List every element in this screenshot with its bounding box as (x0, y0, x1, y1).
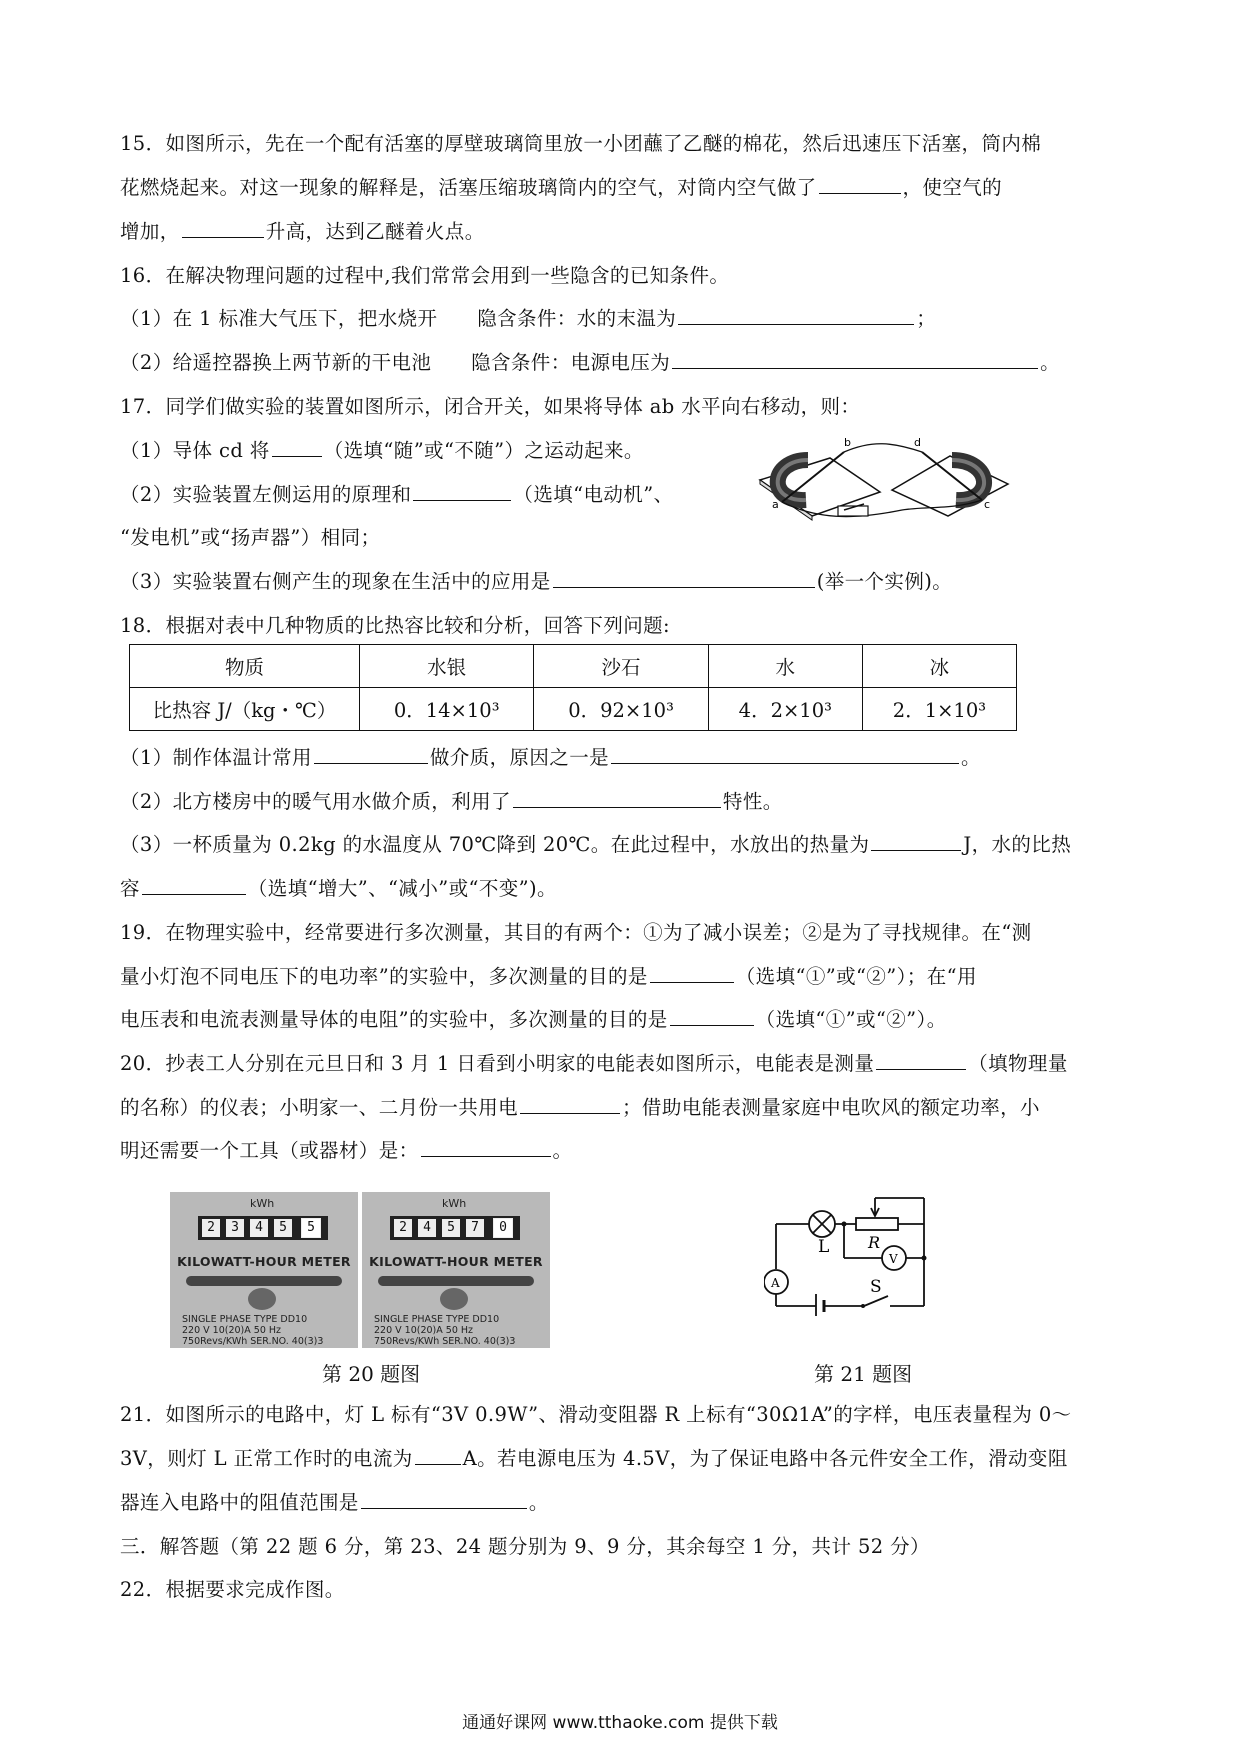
answer-blank[interactable] (520, 1094, 620, 1114)
q18-line2: （1）制作体温计常用 做介质，原因之一是 。 (120, 746, 981, 769)
meter-digit: 3 (226, 1219, 244, 1237)
magnet-apparatus-figure (752, 430, 1012, 522)
answer-blank[interactable] (650, 963, 734, 983)
q16-line2: （1）在 1 标准大气压下，把水烧开 隐含条件：水的末温为 ； (120, 307, 937, 330)
meter-window (186, 1276, 342, 1286)
meter-name: KILOWATT-HOUR METER (369, 1254, 543, 1269)
table-cell: 0．92×10³ (534, 688, 708, 731)
q18-line1: 18．根据对表中几种物质的比热容比较和分析，回答下列问题: (120, 614, 670, 637)
q17-line4: “发电机”或“扬声器”）相同； (120, 526, 381, 549)
meter-window (378, 1276, 534, 1286)
q15-line3: 增加， 升高，达到乙醚着火点。 (120, 220, 485, 243)
q20-line2: 的名称）的仪表；小明家一、二月份一共用电 ；借助电能表测量家庭中电吹风的额定功率，小 (120, 1096, 1040, 1119)
q20-line1: 20．抄表工人分别在元旦日和 3 月 1 日看到小明家的电能表如图所示，电能表是测量 （填物理量 (120, 1052, 1068, 1075)
table-row-label: 比热容 J/（kg・℃） (130, 688, 360, 731)
meter-spec: SINGLE PHASE TYPE DD10 (374, 1314, 500, 1325)
table-row (130, 688, 1017, 731)
meter-disc-icon (248, 1288, 276, 1310)
answer-blank[interactable] (142, 875, 246, 895)
answer-blank[interactable] (611, 744, 959, 764)
meter-digit: 2 (394, 1219, 412, 1237)
q18-line3: （2）北方楼房中的暖气用水做介质，利用了 特性。 (120, 790, 783, 813)
answer-blank[interactable] (421, 1137, 551, 1157)
switch-label: S (870, 1277, 882, 1297)
q15-line2: 花燃烧起来。对这一现象的解释是，活塞压缩玻璃筒内的空气，对筒内空气做了 ，使空气的 (120, 176, 1003, 199)
table-header: 水银 (360, 645, 534, 688)
meter-digit-decimal: 5 (302, 1219, 320, 1237)
electricity-meter-january (170, 1192, 358, 1348)
meter-unit: kWh (250, 1197, 275, 1210)
q17-line1: 17．同学们做实验的装置如图所示，闭合开关，如果将导体 ab 水平向右移动，则： (120, 395, 861, 418)
answer-blank[interactable] (361, 1489, 527, 1509)
meter-dials (198, 1216, 328, 1240)
table-header: 物质 (130, 645, 360, 688)
table-header: 冰 (862, 645, 1016, 688)
fig-label-d: d (914, 436, 921, 449)
meter-digit: 7 (466, 1219, 484, 1237)
q16-line3: （2）给遥控器换上两节新的干电池 隐含条件：电源电压为 。 (120, 351, 1061, 374)
q20-line3: 明还需要一个工具（或器材）是： 。 (120, 1139, 573, 1162)
q17-line3: （2）实验装置左侧运用的原理和 （选填“电动机”、 (120, 483, 674, 506)
answer-blank[interactable] (871, 831, 961, 851)
q21-line3: 器连入电路中的阻值范围是 。 (120, 1491, 549, 1514)
q16-line1: 16．在解决物理问题的过程中,我们常常会用到一些隐含的已知条件。 (120, 264, 730, 287)
ammeter-label: A (771, 1276, 780, 1290)
answer-blank[interactable] (670, 1006, 754, 1026)
q21-line2: 3V，则灯 L 正常工作时的电流为 A。若电源电压为 4.5V，为了保证电路中各元件安全工作，滑动变阻 (120, 1447, 1068, 1470)
meter-dials (390, 1216, 520, 1240)
table-cell: 0．14×10³ (360, 688, 534, 731)
q17-line5: （3）实验装置右侧产生的现象在生活中的应用是 (举一个实例)。 (120, 570, 953, 593)
voltmeter-label: V (889, 1252, 898, 1266)
table-cell: 4．2×10³ (708, 688, 862, 731)
electricity-meter-march (362, 1192, 550, 1348)
meter-spec: 750Revs/KWh SER.NO. 40(3)3 (182, 1336, 324, 1347)
rheostat-label: R (868, 1233, 881, 1252)
page-footer: 通通好课网 www.tthaoke.com 提供下载 (462, 1713, 778, 1733)
meter-name: KILOWATT-HOUR METER (177, 1254, 351, 1269)
meter-digit: 2 (202, 1219, 220, 1237)
answer-blank[interactable] (678, 305, 914, 325)
meter-spec: 220 V 10(20)A 50 Hz (182, 1325, 282, 1336)
fig-label-b: b (844, 436, 851, 449)
meter-digit-decimal: 0 (494, 1219, 512, 1237)
answer-blank[interactable] (513, 788, 721, 808)
meter-digit: 5 (274, 1219, 292, 1237)
q18-line5: 容 （选填“增大”、“减小”或“不变”)。 (120, 877, 557, 900)
answer-blank[interactable] (553, 568, 815, 588)
q21-line1: 21．如图所示的电路中，灯 L 标有“3V 0.9W”、滑动变阻器 R 上标有“30Ω1A”的字样，电压表量程为 0～ (120, 1403, 1072, 1426)
meter-spec: 750Revs/KWh SER.NO. 40(3)3 (374, 1336, 516, 1347)
q19-line2: 量小灯泡不同电压下的电功率”的实验中，多次测量的目的是 （选填“①”或“②”）；在“用 (120, 965, 977, 988)
q19-line1: 19．在物理实验中，经常要进行多次测量，其目的有两个：①为了减小误差；②是为了寻找规律。在“测 (120, 921, 1032, 944)
q17-line2: （1）导体 cd 将 （选填“随”或“不随”）之运动起来。 (120, 439, 644, 462)
q18-line4: （3）一杯质量为 0.2kg 的水温度从 70℃降到 20℃。在此过程中，水放出的热量为 J，水的比热 (120, 833, 1072, 856)
q22-line1: 22．根据要求完成作图。 (120, 1578, 345, 1601)
table-header: 水 (708, 645, 862, 688)
meter-digit: 4 (250, 1219, 268, 1237)
meter-spec: SINGLE PHASE TYPE DD10 (182, 1314, 308, 1325)
table-cell: 2．1×10³ (862, 688, 1016, 731)
meter-digit: 5 (442, 1219, 460, 1237)
lamp-label: L (818, 1237, 830, 1257)
circuit-diagram (764, 1194, 936, 1316)
q15-line1: 15．如图所示，先在一个配有活塞的厚壁玻璃筒里放一小团蘸了乙醚的棉花，然后迅速压下活塞，筒内棉 (120, 132, 1042, 155)
answer-blank[interactable] (876, 1050, 966, 1070)
q19-line3: 电压表和电流表测量导体的电阻”的实验中，多次测量的目的是 （选填“①”或“②”）。 (120, 1008, 947, 1031)
figure-20-caption: 第 20 题图 (322, 1362, 421, 1386)
meter-unit: kWh (442, 1197, 467, 1210)
fig-label-c: c (984, 498, 991, 511)
table-row (130, 645, 1017, 688)
meter-spec: 220 V 10(20)A 50 Hz (374, 1325, 474, 1336)
answer-blank[interactable] (819, 174, 901, 194)
answer-blank[interactable] (415, 1445, 461, 1465)
table-header: 沙石 (534, 645, 708, 688)
answer-blank[interactable] (314, 744, 428, 764)
section-3-heading: 三．解答题（第 22 题 6 分，第 23、24 题分别为 9、9 分，其余每空 1 分，共计 52 分） (120, 1535, 930, 1558)
specific-heat-table (129, 644, 1017, 731)
figure-21-caption: 第 21 题图 (814, 1362, 913, 1386)
answer-blank[interactable] (182, 218, 264, 238)
fig-label-a: a (772, 498, 779, 511)
answer-blank[interactable] (272, 437, 322, 457)
answer-blank[interactable] (672, 349, 1038, 369)
meter-digit: 4 (418, 1219, 436, 1237)
meter-disc-icon (440, 1288, 468, 1310)
answer-blank[interactable] (413, 481, 511, 501)
